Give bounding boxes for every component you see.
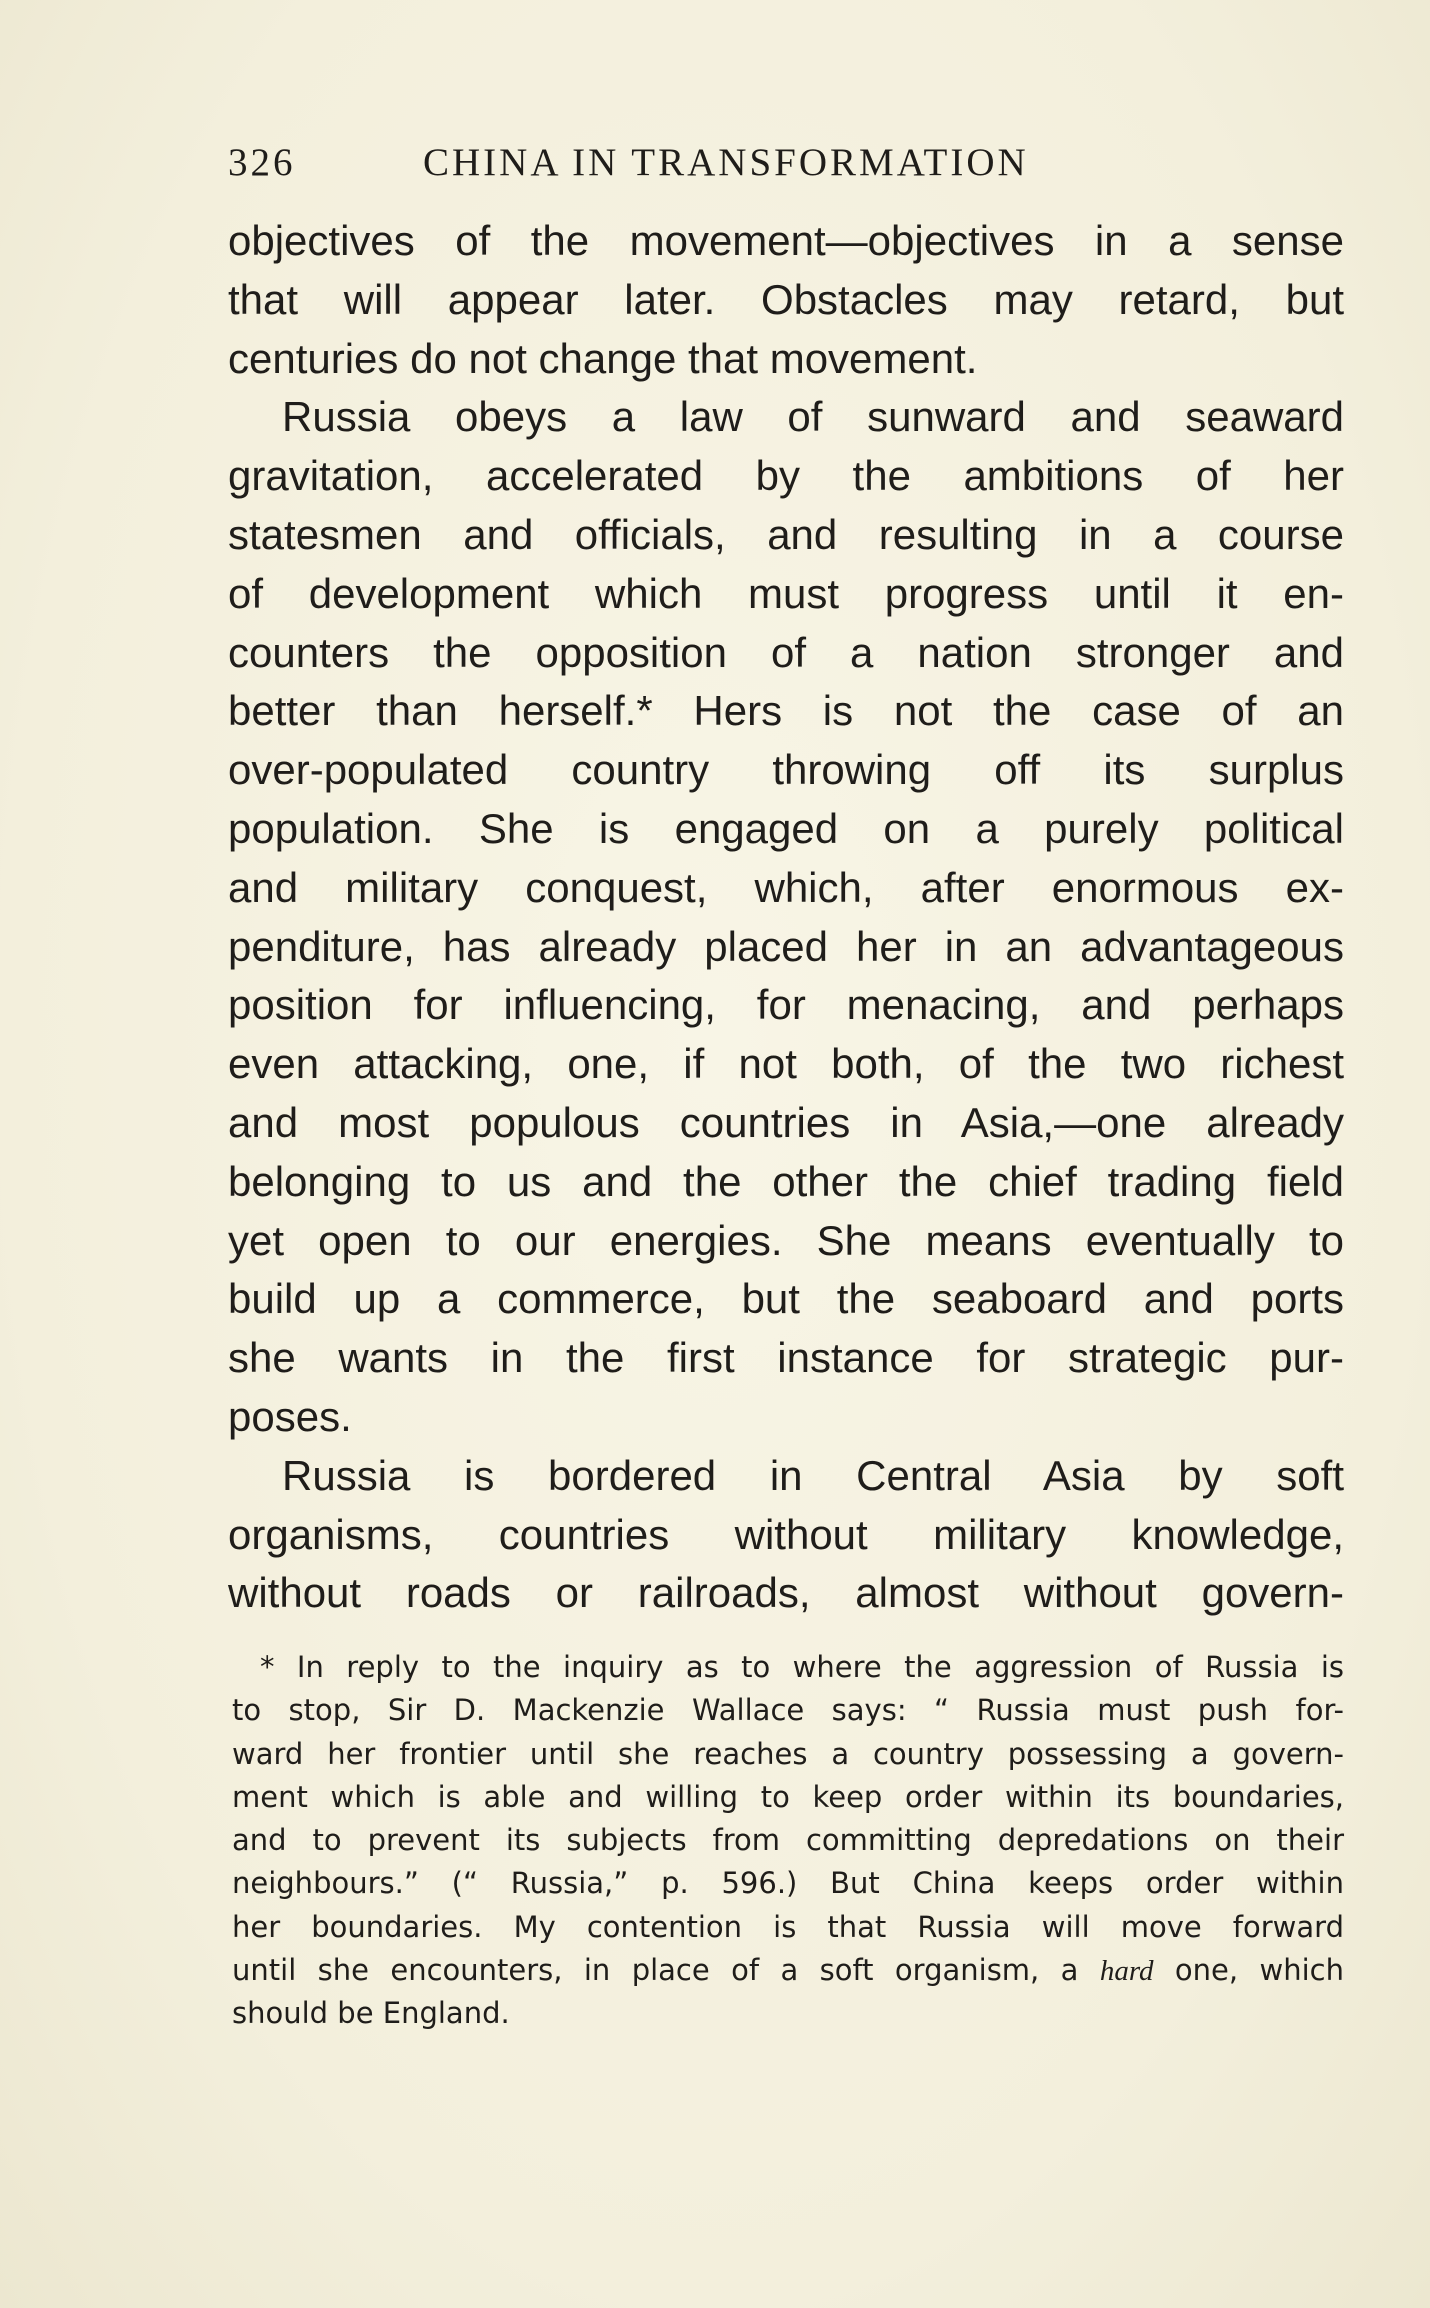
body-line: position for influencing, for menacing, and perhaps — [228, 981, 1344, 1029]
body-line: yet open to our energies. She means eventually to — [228, 1216, 1344, 1264]
body-line: and most populous countries in Asia,—one already — [228, 1098, 1344, 1146]
body-line: penditure, has already placed her in an advantageous — [228, 922, 1344, 970]
footnote-italic-word: hard — [1099, 1955, 1154, 1988]
body-line: population. She is engaged on a purely political — [228, 804, 1344, 852]
footnote-line: and to prevent its subjects from committing depredations on their — [232, 1823, 1344, 1858]
page-header — [228, 140, 1348, 196]
body-line: belonging to us and the other the chief trading field — [228, 1157, 1344, 1205]
footnote-line — [232, 1949, 1344, 1992]
footnote — [232, 1646, 1344, 2036]
body-line: Russia obeys a law of sunward and seaward — [282, 393, 1344, 441]
page-number: 326 — [228, 141, 296, 184]
footnote-line: her boundaries. My contention is that Russia will move forward — [232, 1909, 1344, 1944]
body-line: that will appear later. Obstacles may retard, but — [228, 275, 1344, 323]
body-line: and military conquest, which, after enormous ex- — [228, 863, 1344, 911]
footnote-line: neighbours.” (“ Russia,” p. 596.) But China keeps order within — [232, 1866, 1344, 1901]
body-line: over-populated country throwing off its surplus — [228, 746, 1344, 794]
footnote-line: should be England. — [232, 1996, 510, 2031]
body-line: organisms, countries without military knowledge, — [228, 1510, 1344, 1558]
footnote-line: * In reply to the inquiry as to where the aggression of Russia is — [260, 1650, 1344, 1684]
body-line: gravitation, accelerated by the ambitions of her — [228, 452, 1344, 500]
body-line: better than herself.* Hers is not the case of an — [228, 687, 1344, 735]
body-line: statesmen and officials, and resulting in a course — [228, 510, 1344, 558]
body-line: without roads or railroads, almost without govern- — [228, 1569, 1344, 1617]
footnote-text: one, which — [1153, 1953, 1344, 1988]
body-line: counters the opposition of a nation stronger and — [228, 628, 1344, 676]
body-line: Russia is bordered in Central Asia by soft — [282, 1451, 1344, 1499]
footnote-text: until she encounters, in place of a soft organism, a — [232, 1953, 1100, 1988]
footnote-line: ward her frontier until she reaches a country possessing a govern- — [232, 1736, 1344, 1771]
body-text — [228, 212, 1344, 1623]
body-line: centuries do not change that movement. — [228, 334, 978, 382]
footnote-line: to stop, Sir D. Mackenzie Wallace says: “ Russia must push for- — [232, 1693, 1344, 1728]
body-line: even attacking, one, if not both, of the two richest — [228, 1040, 1344, 1088]
footnote-line: ment which is able and willing to keep order within its boundaries, — [232, 1779, 1344, 1814]
body-line: objectives of the movement—objectives in a sense — [228, 217, 1344, 264]
body-line: poses. — [228, 1392, 352, 1440]
body-line: she wants in the first instance for strategic pur- — [228, 1334, 1344, 1382]
running-title: CHINA IN TRANSFORMATION — [423, 141, 1029, 184]
body-line: of development which must progress until it en- — [228, 569, 1344, 617]
body-line: build up a commerce, but the seaboard and ports — [228, 1275, 1344, 1323]
